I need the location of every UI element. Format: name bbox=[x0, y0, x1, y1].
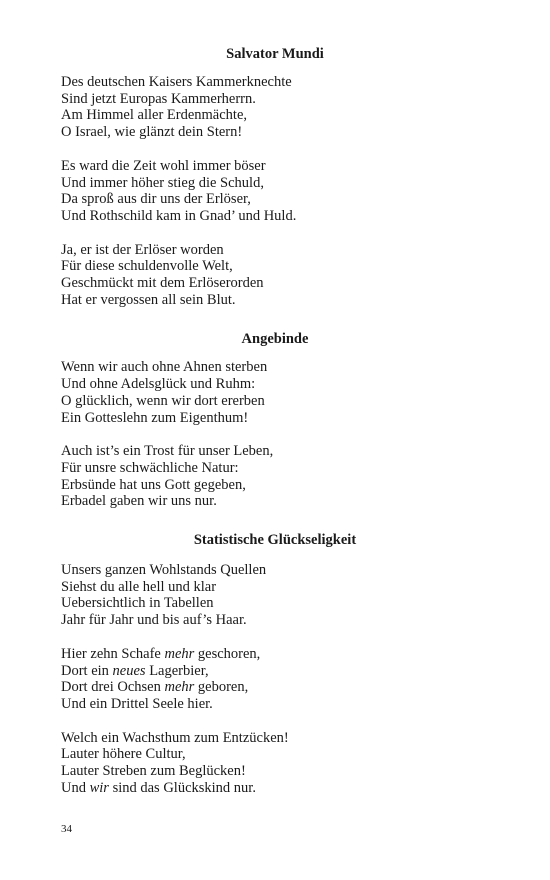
verse-text: Dort ein bbox=[61, 662, 113, 679]
verse-line: Ja, er ist der Erlöser worden bbox=[61, 241, 224, 258]
verse-line: Wenn wir auch ohne Ahnen sterben bbox=[61, 359, 268, 376]
verse-line: Erbsünde hat uns Gott gegeben, bbox=[61, 476, 246, 493]
verse-line: O Israel, wie glänzt dein Stern! bbox=[61, 124, 243, 141]
verse-text: Und bbox=[61, 779, 90, 796]
verse-line: Für diese schuldenvolle Welt, bbox=[61, 258, 233, 275]
verse-line: O glücklich, wenn wir dort ererben bbox=[61, 392, 265, 409]
verse-line: Siehst du alle hell und klar bbox=[61, 578, 217, 595]
verse-line: Sind jetzt Europas Kammerherrn. bbox=[61, 90, 256, 107]
emphasized-word: mehr bbox=[164, 679, 195, 696]
poem-statistische-glueckseligkeit bbox=[61, 530, 489, 796]
poem-title: Statistische Glückseligkeit bbox=[193, 532, 357, 549]
verse-line: Und immer höher stieg die Schuld, bbox=[61, 174, 264, 191]
verse-line: Da sproß aus dir uns der Erlöser, bbox=[61, 191, 251, 208]
verse-line bbox=[61, 663, 489, 680]
book-page bbox=[61, 44, 489, 797]
stanza bbox=[61, 74, 489, 141]
poem-salvator-mundi bbox=[61, 44, 489, 308]
verse-text: Hier zehn Schafe bbox=[61, 645, 165, 662]
verse-line: Erbadel gaben wir uns nur. bbox=[61, 493, 217, 510]
verse-line: Und ohne Adelsglück und Ruhm: bbox=[61, 376, 256, 393]
stanza bbox=[61, 730, 489, 797]
poem-title: Salvator Mundi bbox=[226, 46, 324, 62]
emphasized-word: mehr bbox=[164, 645, 195, 662]
verse-line: Hat er vergossen all sein Blut. bbox=[61, 291, 236, 308]
verse-line: Auch ist’s ein Trost für unser Leben, bbox=[61, 443, 274, 460]
verse-line: Uebersichtlich in Tabellen bbox=[61, 595, 214, 612]
verse-line bbox=[61, 646, 489, 663]
verse-line: Jahr für Jahr und bis auf’s Haar. bbox=[61, 612, 247, 629]
stanza bbox=[61, 242, 489, 309]
verse-line: Und ein Drittel Seele hier. bbox=[61, 695, 213, 712]
verse-line: Lauter Streben zum Beglücken! bbox=[61, 763, 246, 780]
verse-line: Unsers ganzen Wohlstands Quellen bbox=[61, 562, 267, 579]
verse-line: Es ward die Zeit wohl immer böser bbox=[61, 157, 266, 174]
verse-text: geschoren, bbox=[194, 645, 261, 662]
verse-text: Lagerbier, bbox=[145, 662, 209, 679]
verse-line bbox=[61, 780, 489, 797]
poem-title: Angebinde bbox=[241, 331, 309, 348]
poem-angebinde bbox=[61, 329, 489, 510]
stanza bbox=[61, 646, 489, 713]
verse-text: sind das Glückskind nur. bbox=[108, 779, 256, 796]
verse-line: Geschmückt mit dem Erlöserorden bbox=[61, 275, 264, 292]
stanza bbox=[61, 562, 489, 629]
verse-line: Am Himmel aller Erdenmächte, bbox=[61, 107, 248, 124]
verse-text: geboren, bbox=[194, 679, 249, 696]
stanza bbox=[61, 443, 489, 510]
verse-line: Für unsre schwächliche Natur: bbox=[61, 459, 239, 476]
emphasized-word: wir bbox=[89, 779, 109, 796]
stanza bbox=[61, 158, 489, 225]
verse-line: Lauter höhere Cultur, bbox=[61, 746, 186, 763]
verse-line bbox=[61, 679, 489, 696]
stanza bbox=[61, 359, 489, 426]
verse-line: Des deutschen Kaisers Kammerknechte bbox=[61, 74, 292, 90]
verse-line: Ein Gotteslehn zum Eigenthum! bbox=[61, 409, 249, 426]
verse-line: Und Rothschild kam in Gnad’ und Huld. bbox=[61, 207, 297, 224]
verse-line: Welch ein Wachsthum zum Entzücken! bbox=[61, 729, 289, 746]
page-number: 34 bbox=[61, 823, 72, 835]
verse-text: Dort drei Ochsen bbox=[61, 679, 165, 696]
emphasized-word: neues bbox=[112, 662, 146, 679]
